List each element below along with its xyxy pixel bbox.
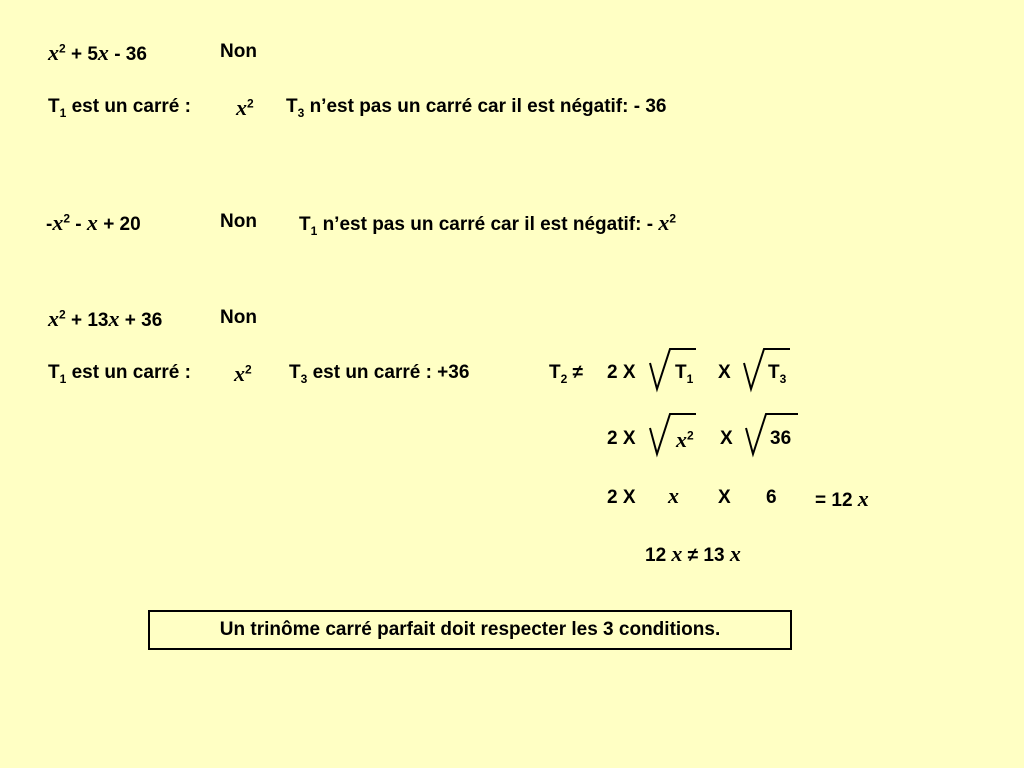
x-squared-2: $x^2$	[234, 361, 252, 386]
conclusion-box	[148, 610, 792, 650]
multiply-sign-3: X	[718, 487, 731, 508]
comparison-12x-13x: 12 x ≠ 13 x	[645, 541, 741, 566]
verdict-2: Non	[220, 211, 257, 232]
expression-1: $x^2 + 5x - 36$	[48, 40, 147, 65]
expression-2: $-x^2 - x + 20$	[46, 210, 141, 235]
radicand-t3: $T_3$	[768, 362, 787, 386]
expression-3: $x^2 + 13x + 36$	[48, 306, 163, 331]
t1-negative-statement: $T_1$ n’est pas un carré car il est négatif: - $x^2$	[299, 210, 677, 238]
conclusion-text: Un trinôme carré parfait doit respecter les 3 conditions.	[219, 619, 721, 640]
verdict-3: Non	[220, 307, 257, 328]
factor-two-1: 2 X	[607, 362, 636, 383]
factor-two-3: 2 X	[607, 487, 636, 508]
t1-square-statement-1: $T_1$ est un carré :	[48, 96, 191, 120]
radicand-t1: $T_1$	[675, 362, 694, 386]
result-12x: = 12 x	[815, 486, 869, 511]
radicand-x2: $x^2$	[676, 427, 694, 452]
t2-not-equal: $T_2$ ≠	[549, 362, 584, 386]
t1-square-statement-2: $T_1$ est un carré :	[48, 362, 191, 386]
factor-two-2: 2 X	[607, 428, 636, 449]
t3-square-statement: $T_3$ est un carré : +36	[289, 362, 470, 386]
radicand-36: 36	[770, 428, 792, 449]
t3-negative-statement: $T_3$ n’est pas un carré car il est négatif: - 36	[286, 96, 667, 120]
x-squared-1: $x^2$	[236, 95, 254, 120]
verdict-1: Non	[220, 41, 257, 62]
root-x: x	[668, 483, 679, 508]
root-six: 6	[766, 487, 777, 508]
multiply-sign-2: X	[720, 428, 733, 449]
multiply-sign-1: X	[718, 362, 731, 383]
